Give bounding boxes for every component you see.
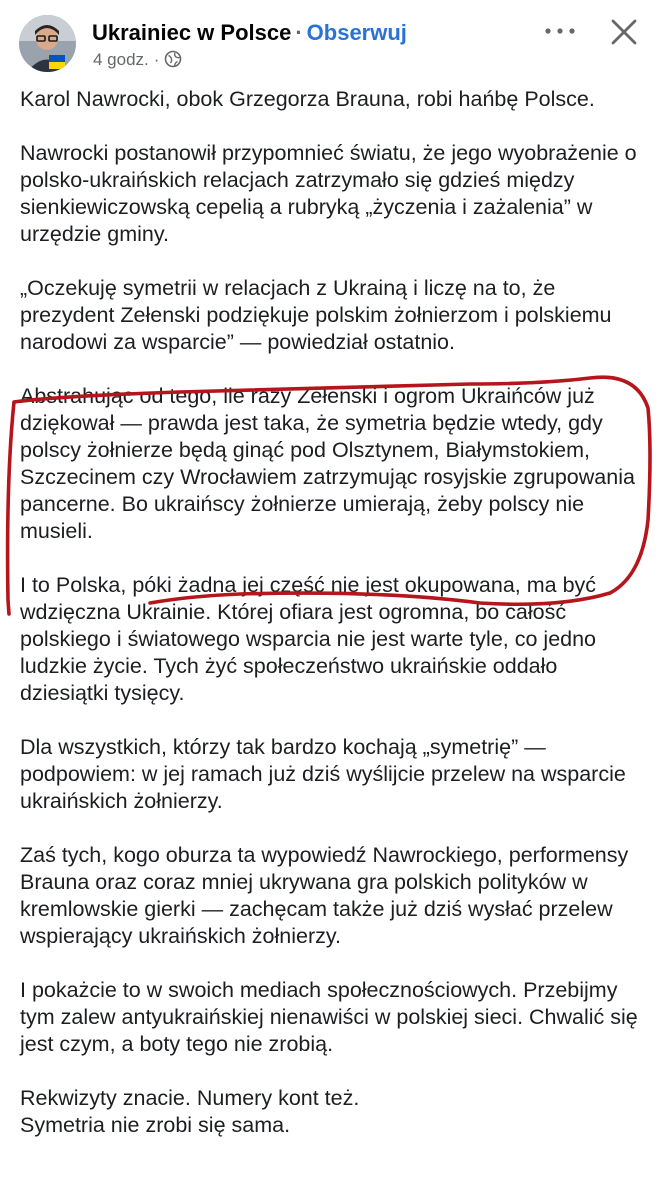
post-paragraph: Karol Nawrocki, obok Grzegorza Brauna, robi hańbę Polsce.: [20, 87, 595, 111]
avatar[interactable]: [19, 15, 76, 72]
post-text: [20, 86, 650, 1139]
post-paragraph: „Oczekuję symetrii w relacjach z Ukrainą i liczę na to, że prezydent Zełenski podziękuje polskim żołnierzom i polskiemu narodowi za wsparcie” — powiedział ostatnio.: [20, 276, 612, 354]
post-meta: [93, 49, 182, 71]
post-paragraph: I to Polska, póki żadna jej część nie jest okupowana, ma być wdzięczna Ukrainie. Której ofiara jest ogromna, bo całość polskiego i światowego wsparcia nie jest warte tyle, co jedno ludzkie życie. Tych żyć społeczeństwo ukraińskie oddało dziesiątki tysięcy.: [20, 573, 597, 705]
closing-line: Rekwizyty znacie. Numery kont też.: [20, 1086, 360, 1110]
post-timestamp[interactable]: 4 godz.: [93, 50, 149, 69]
name-separator: ·: [295, 20, 303, 45]
page-name-row: [92, 18, 407, 48]
more-options-button[interactable]: [540, 16, 580, 46]
post-paragraph: Nawrocki postanowił przypomnieć światu, że jego wyobrażenie o polsko-ukraińskich relacjach zatrzymało się gdzieś między sienkiewiczowską cepelią a rubryką „życzenia i zażalenia” w urzędzie gminy.: [20, 141, 637, 246]
meta-separator: ·: [153, 50, 160, 69]
page-name[interactable]: Ukrainiec w Polsce: [92, 20, 292, 45]
close-button[interactable]: [604, 12, 644, 52]
more-dots-icon: [540, 16, 580, 46]
closing-paragraph: [20, 1085, 650, 1139]
follow-button[interactable]: Obserwuj: [306, 20, 407, 45]
post-paragraph: Dla wszystkich, którzy tak bardzo kochają „symetrię” — podpowiem: w jej ramach już dziś wyślijcie przelew na wsparcie ukraińskich żołnierzy.: [20, 735, 626, 813]
close-icon: [604, 12, 644, 52]
post-header: [0, 0, 659, 84]
closing-line: Symetria nie zrobi się sama.: [20, 1113, 291, 1137]
post-paragraph: I pokażcie to w swoich mediach społecznościowych. Przebijmy tym zalew antyukraińskiej nienawiści w polskiej sieci. Chwalić się jest czym, a boty tego nie zrobią.: [20, 978, 638, 1056]
globe-icon: [164, 50, 182, 74]
post-paragraph: Zaś tych, kogo oburza ta wypowiedź Nawrockiego, performensy Brauna oraz coraz mniej ukrywana gra polskich polityków w kremlowskie gierki — zachęcam także już dziś wysłać przelew wspierający ukraińskich żołnierzy.: [20, 843, 629, 948]
highlighted-paragraph: Abstrahując od tego, ile razy Zełenski i ogrom Ukraińców już dziękował — prawda jest taka, że symetria będzie wtedy, gdy polscy żołnierze będą ginąć pod Olsztynem, Białymstokiem, Szczecinem czy Wrocławiem zatrzymując rosyjskie zgrupowania pancerne. Bo ukraińscy żołnierze umierają, żeby polscy nie musieli.: [20, 384, 635, 543]
